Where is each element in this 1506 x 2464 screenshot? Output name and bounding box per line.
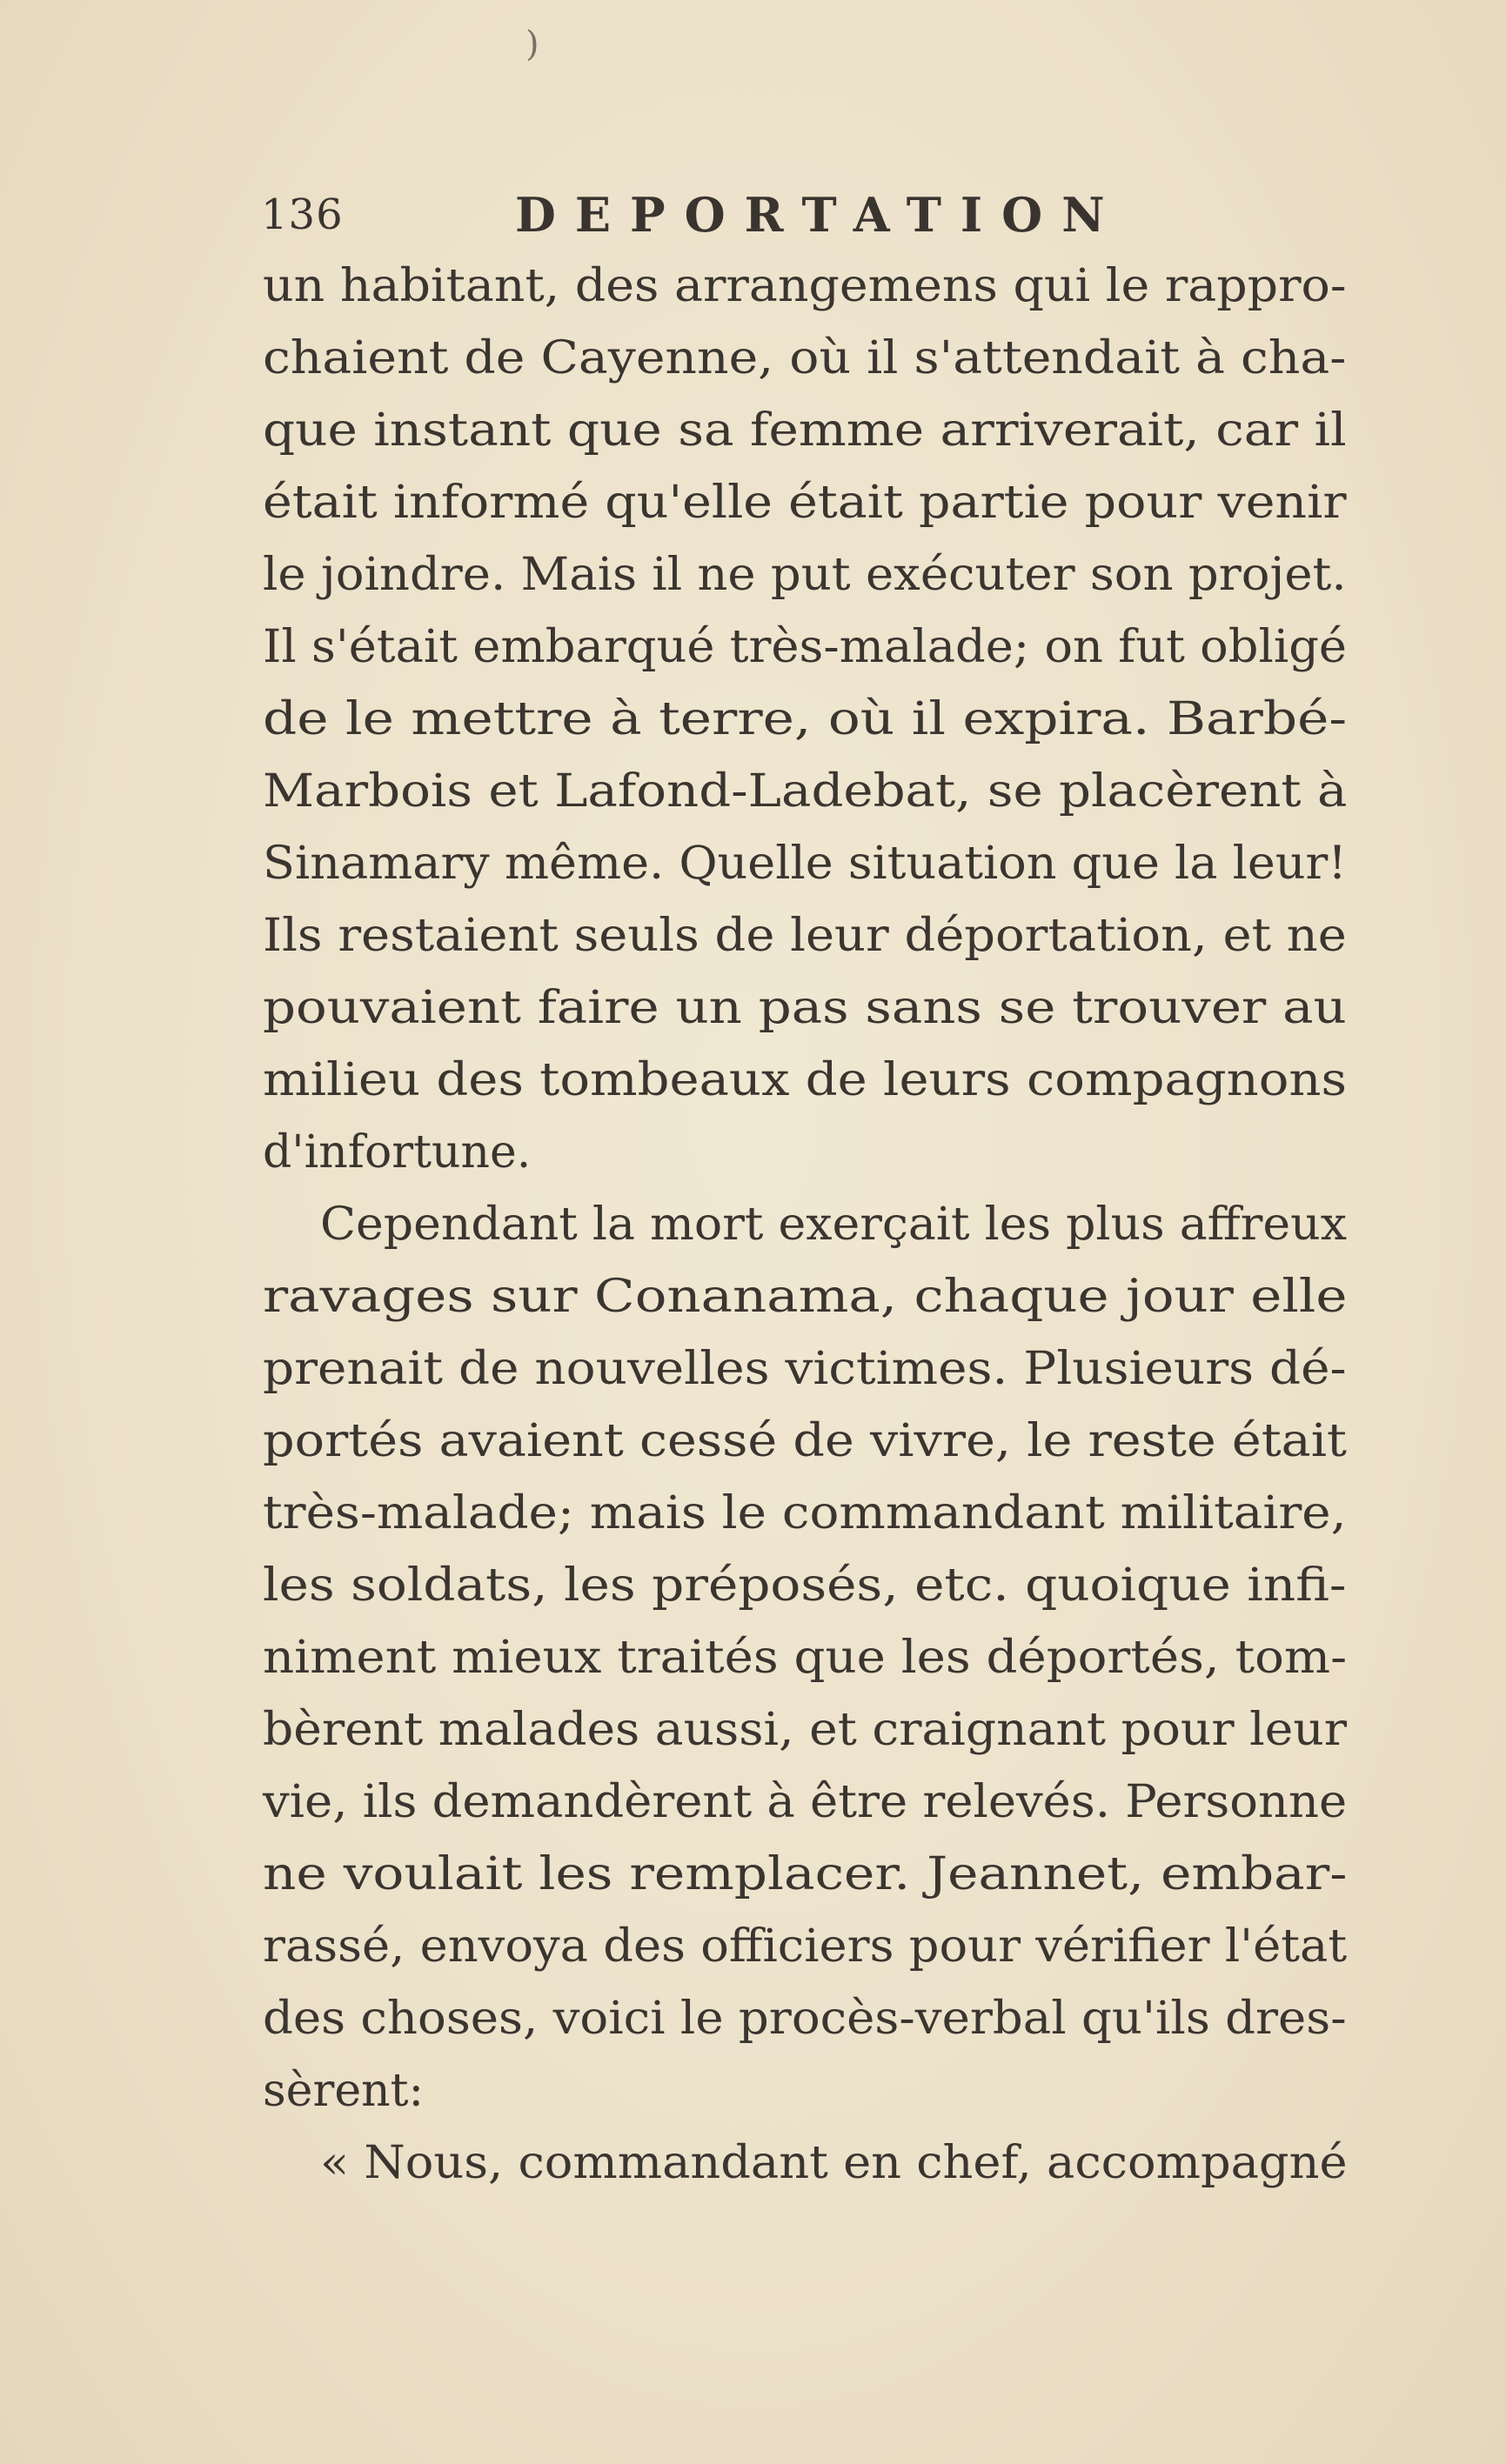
- text-line: d'infortune.: [263, 1126, 532, 1179]
- text-line: bèrent malades aussi, et craignant pour leur: [263, 1704, 1348, 1756]
- text-line: niment mieux traités que les déportés, tom-: [263, 1632, 1348, 1684]
- text-line: les soldats, les préposés, etc. quoique infi-: [263, 1559, 1347, 1612]
- text-line: « Nous, commandant en chef, accompagné: [320, 2137, 1348, 2189]
- text-line: rassé, envoya des officiers pour vérifier l'état: [263, 1920, 1348, 1973]
- text-line: Sinamary même. Quelle situation que la leur!: [263, 838, 1347, 890]
- text-line: Ils restaient seuls de leur déportation, et ne: [263, 910, 1347, 962]
- text-line: Il s'était embarqué très-malade; on fut obligé: [263, 621, 1347, 673]
- text-line: portés avaient cessé de vivre, le reste était: [263, 1415, 1347, 1467]
- running-head: DEPORTATION: [515, 187, 1124, 243]
- text-line: vie, ils demandèrent à être relevés. Personne: [263, 1776, 1348, 1828]
- page-number: 136: [261, 190, 344, 239]
- body-text: [263, 250, 1347, 2200]
- text-line: des choses, voici le procès-verbal qu'ils dres-: [263, 1993, 1347, 2045]
- text-line: très-malade; mais le commandant militaire,: [263, 1487, 1347, 1539]
- text-line: le joindre. Mais il ne put exécuter son projet.: [263, 549, 1347, 601]
- text-line: milieu des tombeaux de leurs compagnons: [263, 1054, 1348, 1106]
- text-line: Cependant la mort exerçait les plus affreux: [320, 1199, 1347, 1251]
- text-line: était informé qu'elle était partie pour venir: [263, 477, 1347, 529]
- text-line: de le mettre à terre, où il expira. Barbé-: [263, 693, 1348, 745]
- text-line: prenait de nouvelles victimes. Plusieurs dé-: [263, 1343, 1347, 1395]
- text-line: que instant que sa femme arriverait, car il: [263, 404, 1347, 457]
- margin-mark: ): [525, 24, 539, 64]
- text-line: ne voulait les remplacer. Jeannet, embar-: [263, 1848, 1348, 1900]
- text-line: chaient de Cayenne, où il s'attendait à cha-: [263, 332, 1347, 384]
- text-line: un habitant, des arrangemens qui le rappro-: [263, 260, 1347, 312]
- page-header: [261, 178, 1131, 257]
- text-line: Marbois et Lafond-Ladebat, se placèrent à: [263, 765, 1348, 818]
- text-line: pouvaient faire un pas sans se trouver au: [263, 982, 1347, 1034]
- text-line: sèrent:: [263, 2065, 424, 2117]
- text-line: ravages sur Conanama, chaque jour elle: [263, 1271, 1348, 1323]
